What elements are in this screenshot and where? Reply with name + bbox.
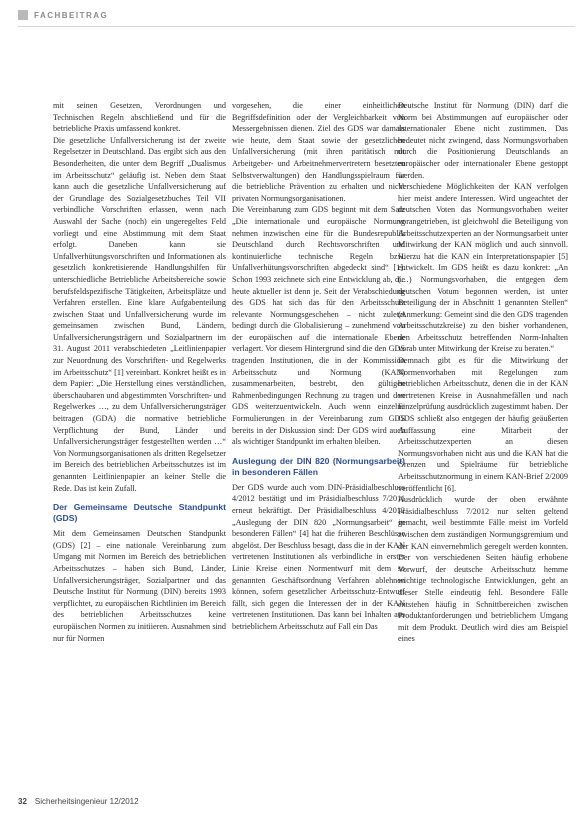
paragraph: Die gesetzliche Unfallversicherung ist der zweite Regelsetzer in Deutschland. Das ergibt sich aus den Besonderheiten, die unter dem Begriff „Dualismus im Arbeitsschutz“ geläufig ist. Neben dem Staat kann auch die gesetzliche Unfallversicherung auf der Grundlage des Sozialgesetzbuches Teil VII verbindliche Vorschriften erlassen, wenn nach Auswahl der Sache (noch) ein ungeregeltes Feld vorliegt und eine Abstimmung mit dem Staat erfolgt. Daneben kann sie Unfallverhütungsvorschriften und Informationen als gesetzlich konkretisierende Handlungshilfen für unterschiedliche Betriebliche Arbeitsbereiche sowie berufsfeldspezifische Tätigkeiten, Arbeitsplätze und Verfahren erstellen. Eine klare Aufgabenteilung zwischen Staat und Unfallversicherung wurde im gemeinsamen zwischen Bund, Ländern, Unfallversicherungsträgern und Sozialpartnern im 31. August 2011 verabschiedeten „Leitlinienpapier zur Neuordnung des Vorschriften- und Regelwerks im Arbeitsschutz“ [1] vereinbart. Konkret heißt es in dem Papier: „Die Herstellung eines verständlichen, überschaubaren und abgestimmten Vorschriften- und Regelwerkes …, zu dem Unfallversicherungsträger beitragen (GDA) die normative betriebliche Verpflichtung der Bund, Länder und Unfallversicherungsträger festgestellten werden …“ Von Normungsorganisationen als dritten Regelsetzer im Bereich des betrieblichen Arbeitsschutzes ist im genannten Leitlinienpapier an keiner Stelle die Rede. Das ist kein Zufall.: [53, 135, 226, 493]
paragraph: Demnach gibt es für die Mitwirkung der Normenvorhaben mit Regelungen zum betrieblichen Arbeitsschutz, denen die in der KAN vertretenen Kreise in Ausnahmefällen und nach Einzelprüfung ausdrücklich zugestimmt haben. Der GDS schließt also entgegen der häufig geäußerten Auffassung eine Mitarbeit der Arbeitsschutzexperten an diesen Normungsvorhaben nicht aus und die KAN hat die Grenzen und Spielräume für betriebliche Arbeitsschutznormung in einem KAN-Brief 2/2009 veröffentlicht [6].: [398, 356, 568, 493]
section-label: FACHBEITRAG: [34, 10, 109, 20]
paragraph: Ausdrücklich wurde der oben erwähnte Präsidialbeschluss 7/2012 nur selten geltend gemacht, weil bestimmte Fälle meist im Vorfeld zwischen dem zuständigen Normungsgremium und der KAN einvernehmlich geregelt werden konnten. Der von verschiedenen Seiten häufig erhobene Vorwurf, der deutsche Arbeitsschutz hemme wichtige technologische Entwicklungen, geht an dieser Stelle eindeutig fehl. Besondere Fälle entstehen häufig in Schnittbereichen zwischen Produktanforderungen und betrieblichem Umgang mit dem Produkt. Deutlich wird dies am Beispiel eines: [398, 495, 568, 644]
paragraph: Die Vereinbarung zum GDS beginnt mit dem Satz „Die internationale und europäische Normung nehmen inzwischen eine für die Bundesrepublik Deutschland durch Rechtsvorschriften und kontinuierliche technische Regeln bzw. Unfallverhütungsvorschriften abgedeckt sind“ [1]. Schon 1993 zeichnete sich eine Entwicklung ab, die heute aktueller ist denn je. Seit der Verabschiedung des GDS hat sich das für den Arbeitsschutz relevante Normungsgeschehen – nicht zuletzt bedingt durch die Globalisierung – zunehmend von der europäischen auf die internationale Ebene verlagert. Vor diesem Hintergrund sind die den GDS tragenden Institutionen, die in der Kommission Arbeitsschutz und Normung (KAN) zusammenarbeiten, bestrebt, den gültigen Rahmenbedingungen Rechnung zu tragen und den GDS weiterzuentwickeln. Auch wenn einzelne Formulierungen in der Vereinbarung zum GDS bereits in der Diskussion sind: Der GDS wird auch als wichtiger Standpunkt im erhalten bleiben.: [232, 205, 405, 447]
paragraph: mit seinen Gesetzen, Verordnungen und Technischen Regeln abschließend und für die betriebliche Praxis umfassend konkret.: [53, 101, 226, 134]
header-marker: [18, 10, 28, 20]
page-number: 32: [18, 796, 27, 806]
page-footer: [18, 795, 139, 807]
paragraph: Verschiedene Möglichkeiten der KAN verfolgen hier meist andere Interessen. Wird ungeachtet der deutschen Voten das Normungsvorhaben weiter vorangetrieben, ist gleichwohl die Beteiligung von Arbeitsschutzexperten an der Normungsarbeit unter Mitwirkung der KAN möglich und auch sinnvoll. Hierzu hat die KAN ein Interpretationspapier [5] entwickelt. Im GDS heißt es dazu konkret: „An (…) Normungsvorhaben, die entgegen dem deutschen Votum begonnen werden, ist unter Beteiligung der in Abschnitt 1 genannten Stellen“ (Anmerkung: Gemeint sind die den GDS tragenden Arbeitsschutzkreise) zu den bisher vorhandenen, den Arbeitsschutz betreffenden Norm-Inhalten vorab unter Mitwirkung der Kreise zu beraten.“: [398, 182, 568, 354]
paragraph: Deutsche Institut für Normung (DIN) darf die Norm bei Abstimmungen auf europäischer oder internationaler Ebene nicht zustimmen. Das bedeutet nicht zwingend, dass Normungsvorhaben durch die Positionierung Deutschlands an europäischer oder internationaler Ebene gestoppt werden.: [398, 101, 568, 180]
paragraph: Der GDS wurde auch vom DIN-Präsidialbeschluss 4/2012 bestätigt und im Präsidialbeschluss 7/2011 erneut bekräftigt. Der Präsidialbeschluss 4/2012 „Auslegung der DIN 820 „Normungsarbeit“ in besonderen Fällen“ [4] hat die früheren Beschlüsse abgelöst. Der Beschluss besagt, dass die in der KAN vertretenen Institutionen als verbindliche in erster Linie Kreise einen Normentwurf mit dem so genannten Geschäftsordnung Verfahren ablehnen können, sofern gesetzlicher Arbeitsschutz-Entwurf fällt, sich gegen die Interessen der in der KAN vertretenen Institutionen. Das kann bei Inhalten aus betrieblichem Arbeitsschutz auf Fall ein Das: [232, 482, 405, 631]
column-3: [398, 100, 568, 645]
paragraph: Mit dem Gemeinsamen Deutschen Standpunkt (GDS) [2] – eine nationale Vereinbarung zum Umgang mit Normen im Bereich des betrieblichen Arbeitsschutzes – haben sich Bund, Länder, Unfallversicherungsträger, Sozialpartner und das Deutsche Institut für Normung (DIN) bereits 1993 verpflichtet, zu europäischen Richtlinien im Bereich des betrieblichen Arbeitsschutzes keine europäischen Normen zu initiieren. Ausnahmen sind nur für Normen: [53, 529, 226, 643]
section-heading: Der Gemeinsame Deutsche Standpunkt (GDS): [53, 502, 226, 524]
page-header: [18, 8, 108, 22]
journal-name: Sicherheitsingenieur 12/2012: [34, 796, 139, 806]
header-rule: [18, 26, 575, 27]
paragraph: vorgesehen, die einer einheitlichen Begriffsdefinition oder der Vergleichbarkeit von Messergebnissen dienen. Ziel des GDS war damals wie heute, dem Staat sowie der gesetzlichen Unfallversicherung (mit ihren paritätisch mit Arbeitgeber- und Arbeitnehmervertretern besetzten Selbstverwaltungen) den Handlungsspielraum für die betriebliche Prävention zu erhalten und nicht privaten Normungsorganisationen.: [232, 101, 405, 203]
section-heading: Auslegung der DIN 820 (Normungsarbeit) in besonderen Fällen: [232, 455, 405, 477]
column-2: [232, 100, 405, 633]
column-1: [53, 100, 226, 644]
